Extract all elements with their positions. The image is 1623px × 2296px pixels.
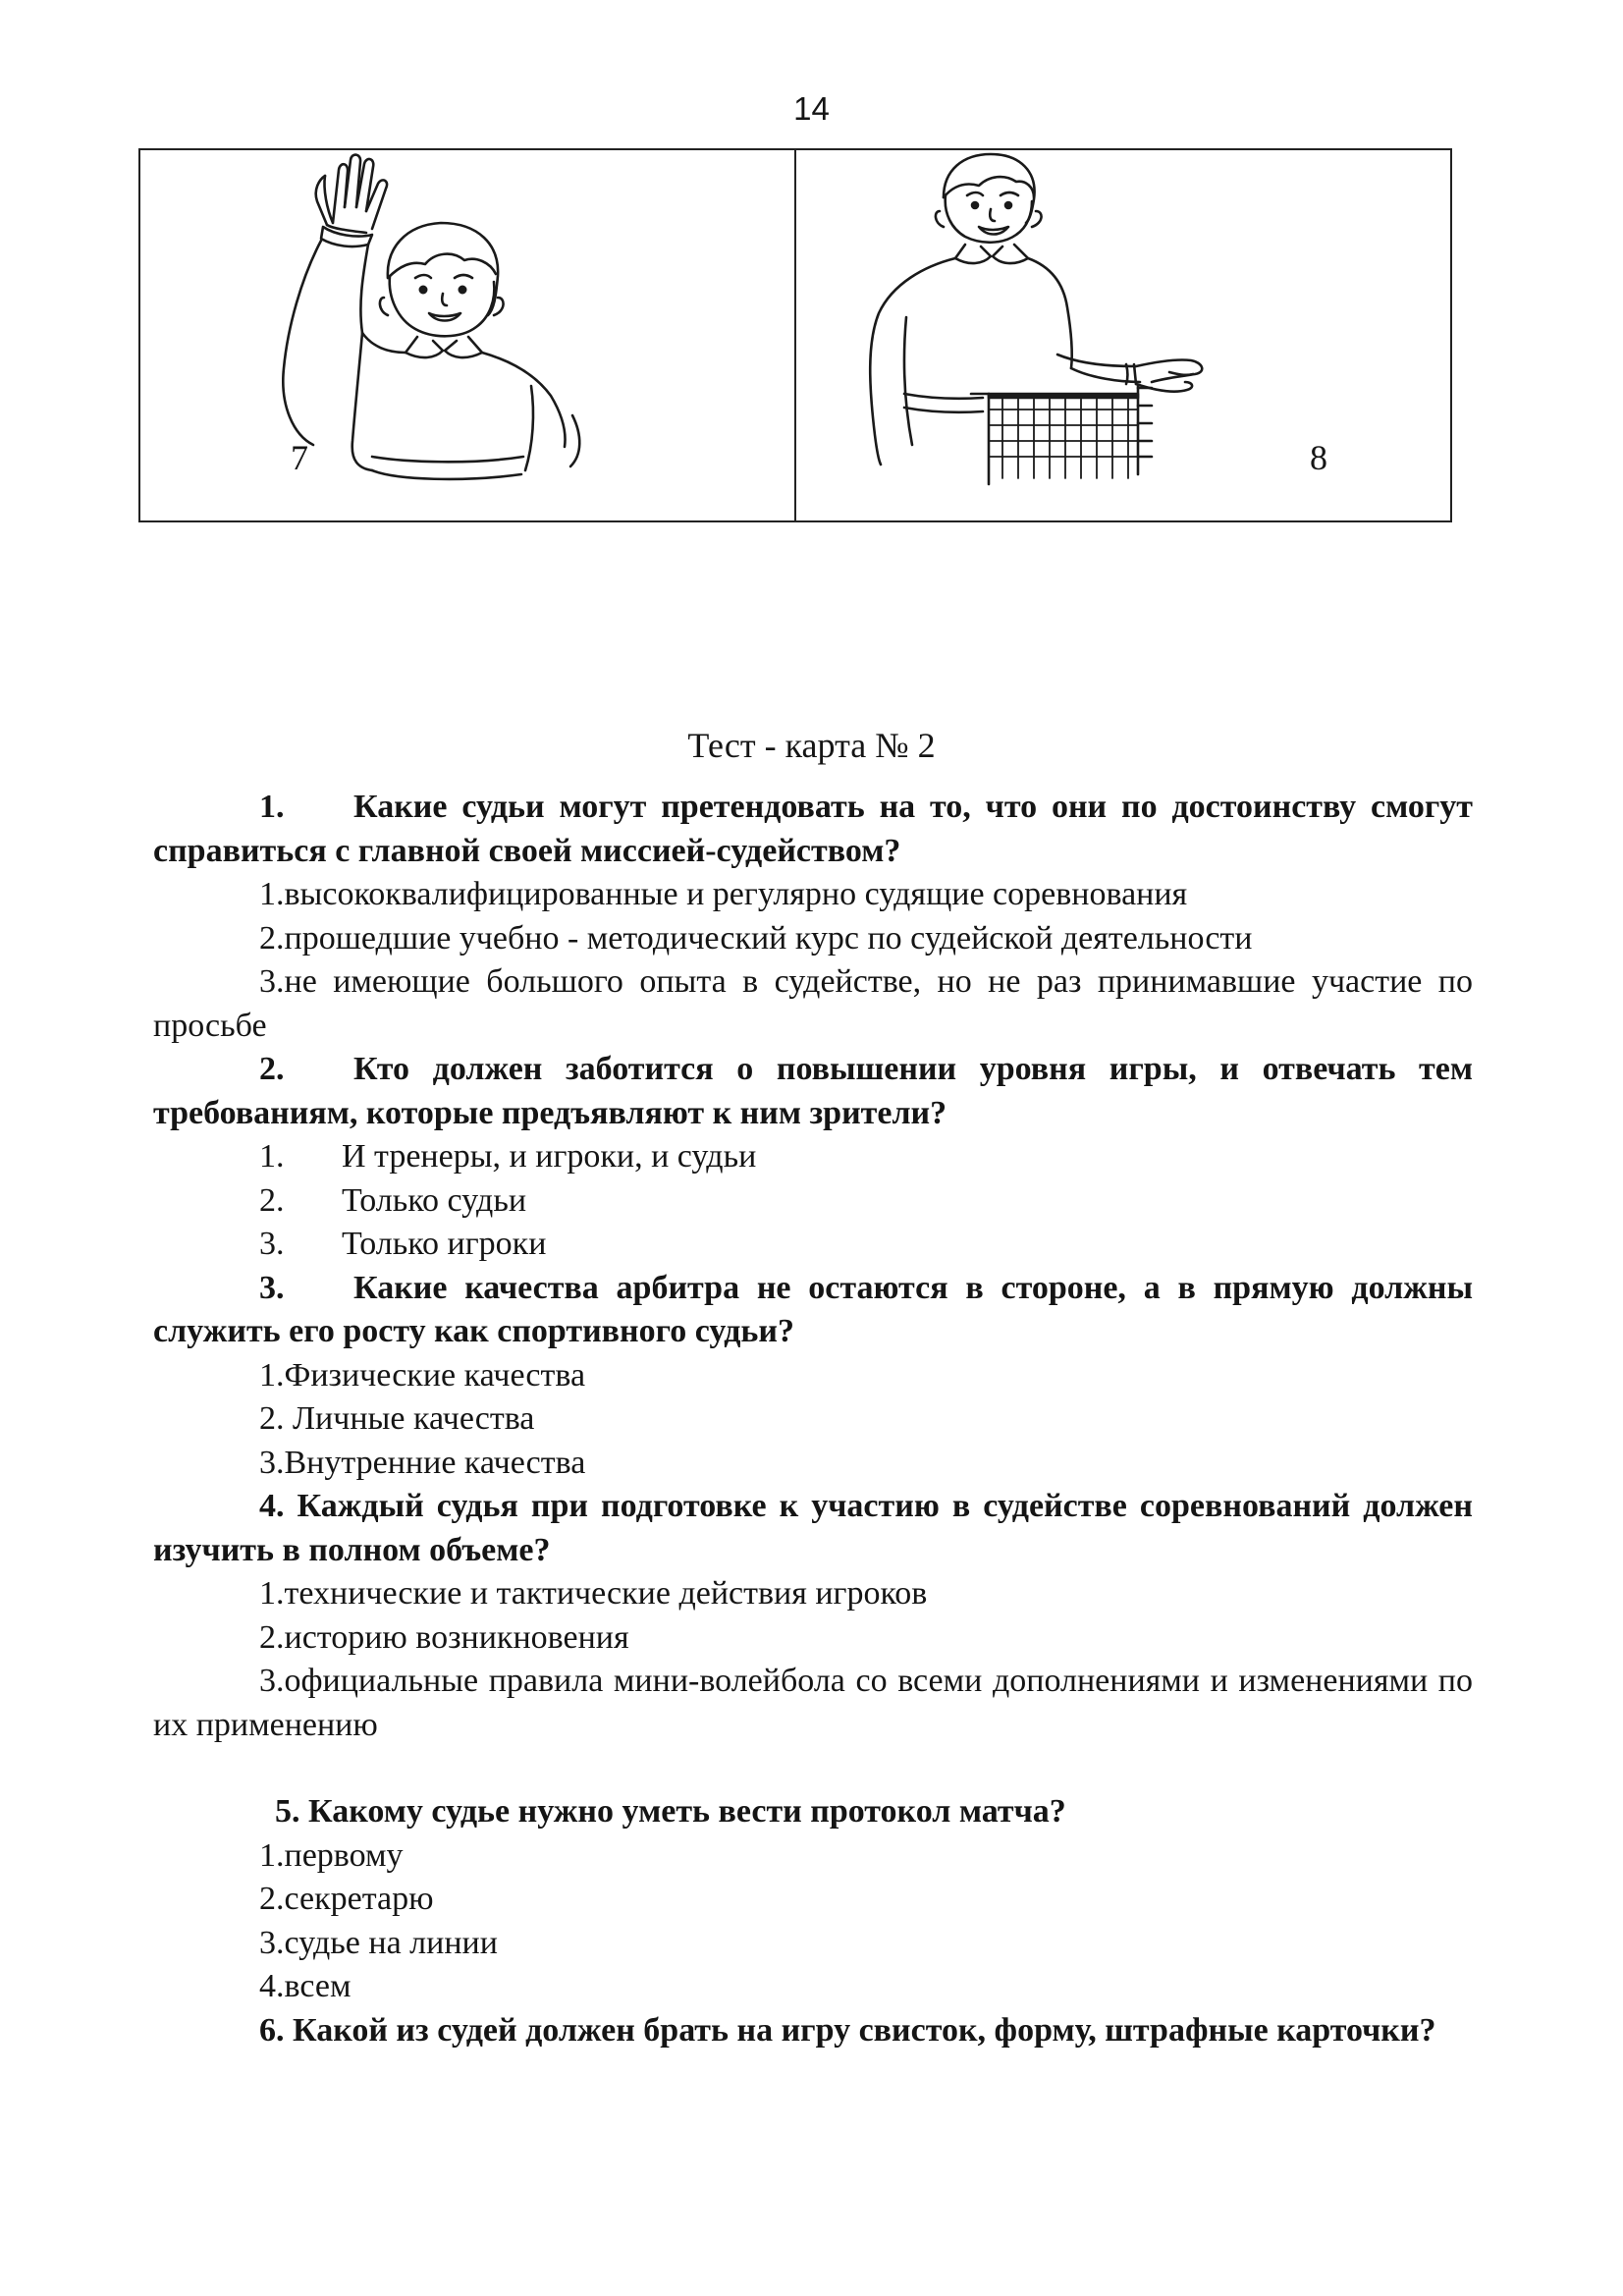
question-text: Какому судье нужно уметь вести протокол матча? [308,1793,1066,1830]
answer-option: 1.технические и тактические действия игроков [259,1575,928,1612]
question-text: Какие качества арбитра не остаются в стороне, а в прямую должны служить его росту как спортивного судьи? [153,1269,1473,1349]
answer-option: 1.высококвалифицированные и регулярно судящие соревнования [259,876,1188,912]
page-number: 14 [793,90,830,127]
question-number: 4. [259,1488,285,1524]
option-number: 2. [259,1181,285,1219]
question-text: Какой из судей должен брать на игру свисток, форму, штрафные карточки? [293,2011,1436,2049]
answer-option [153,1135,1473,1179]
referee-raised-hand-icon [140,150,794,520]
question-3 [153,1267,1473,1354]
question-number: 5. [275,1793,300,1830]
figure-label-7: 7 [291,438,308,477]
answer-option: 3.судье на линии [259,1924,498,1961]
answer-option: 3.не имеющие большого опыта в судействе, но не раз принимавшие участие по просьбе [153,963,1473,1044]
question-number: 1. [259,789,285,825]
option-text: Только игроки [342,1226,547,1262]
answer-option [153,1179,1473,1224]
figure-table [138,148,1452,522]
answer-option: 4.всем [259,1968,352,2004]
referee-touching-net-icon [796,150,1450,520]
option-number: 3. [259,1226,285,1262]
answer-option: 2.секретарю [259,1881,434,1917]
question-number: 6. [259,2011,285,2049]
answer-option [153,1223,1473,1267]
option-number: 1. [259,1138,285,1175]
answer-option: 2. Личные качества [259,1400,535,1437]
test-title: Тест - карта № 2 [687,726,936,765]
spacer [153,1747,1473,1790]
answer-option: 1.Физические качества [259,1356,586,1394]
question-list [153,786,1473,2052]
question-number: 2. [259,1051,285,1087]
answer-option: 3.Внутренние качества [259,1444,586,1481]
answer-option: 1.первому [259,1836,404,1874]
answer-option: 2.прошедшие учебно - методический курс по судейской деятельности [259,919,1253,957]
question-2 [153,1048,1473,1135]
figure-label-8: 8 [1310,438,1327,477]
question-4 [153,1485,1473,1572]
answer-option: 2.историю возникновения [259,1618,629,1656]
answer-option: 3.официальные правила мини-волейбола со всеми дополнениями и изменениями по их применению [153,1663,1473,1743]
figure-cell-8 [796,150,1450,520]
option-text: Только судьи [342,1181,527,1219]
question-5 [153,1790,1473,1834]
question-text: Каждый судья при подготовке к участию в судействе соревнований должен изучить в полном объеме? [153,1488,1473,1568]
question-1 [153,786,1473,873]
question-text: Кто должен заботится о повышении уровня игры, и отвечать тем требованиям, которые предъявляют к ним зрители? [153,1051,1473,1131]
question-number: 3. [259,1269,285,1306]
question-text: Какие судьи могут претендовать на то, что они по достоинству смогут справиться с главной своей миссией-судейством? [153,789,1473,869]
figure-cell-7 [140,150,796,520]
option-text: И тренеры, и игроки, и судьи [342,1138,757,1175]
question-6 [153,2009,1473,2053]
